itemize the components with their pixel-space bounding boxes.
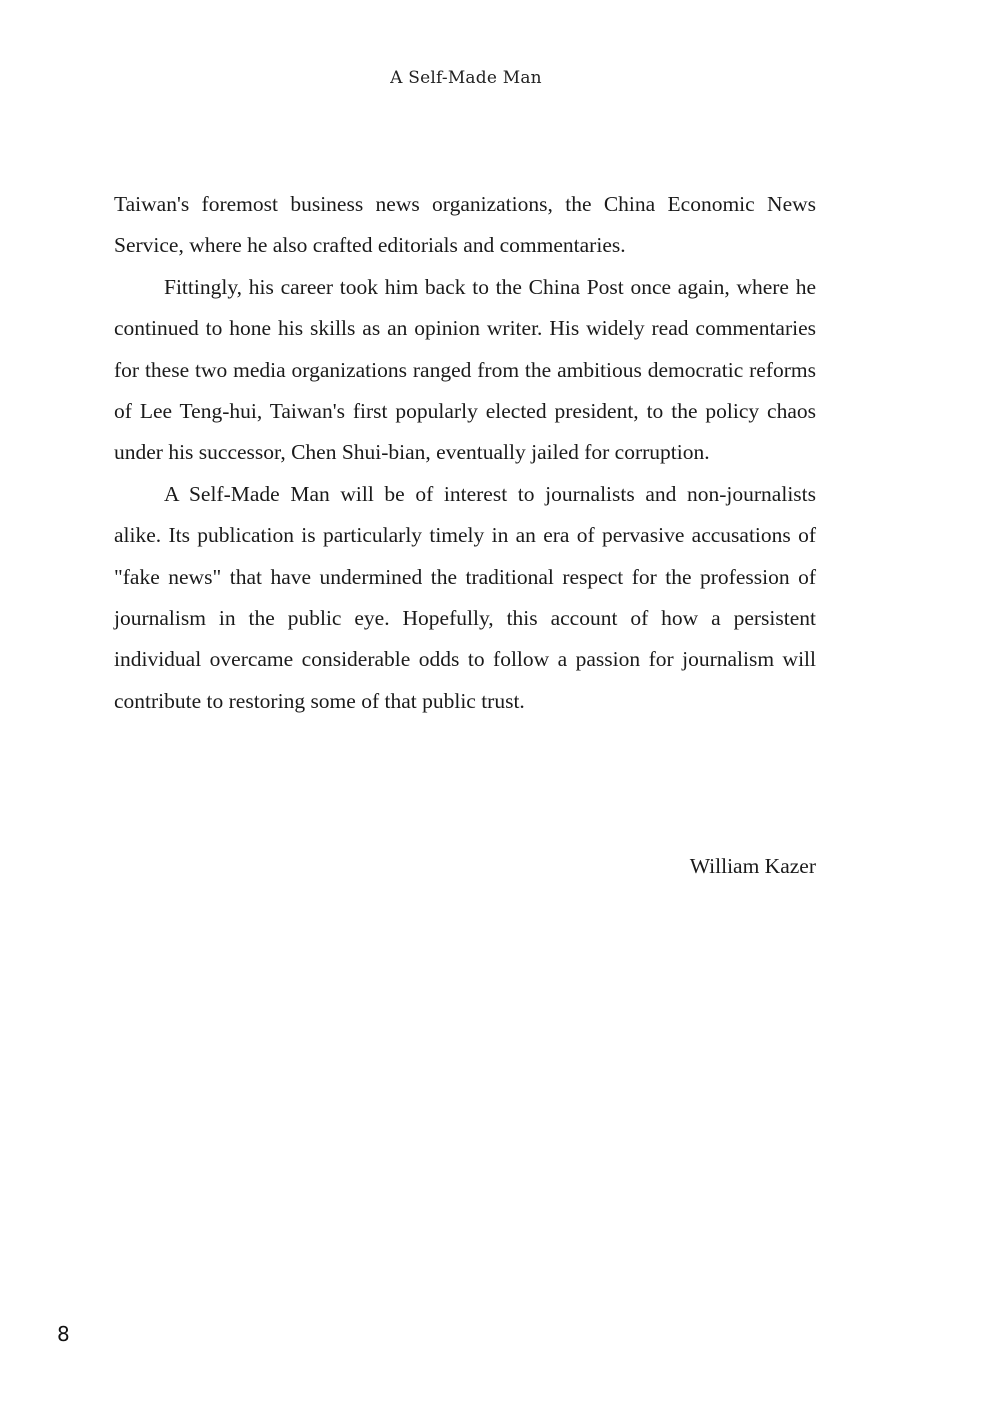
author-signature: William Kazer [689,854,816,878]
running-header: A Self-Made Man [390,68,542,88]
paragraph-continuation: Taiwan's foremost business news organizations, the China Economic News Service, where he also crafted editorials and commentaries. [114,192,816,258]
paragraph-interest: A Self-Made Man will be of interest to journalists and non-journalists alike. Its publication is particularly timely in an era of pervasive accusations of "fake news" that have undermined the traditional respect for the profession of journalism in the public eye. Hopefully, this account of how a persistent individual overcame considerable odds to follow a passion for journalism will contribute to restoring some of that public trust. [114,481,816,713]
page-number: 8 [57,1322,70,1346]
body-text [114,184,816,722]
paragraph-career: Fittingly, his career took him back to the China Post once again, where he continued to hone his skills as an opinion writer. His widely read commentaries for these two media organizations ranged from the ambitious democratic reforms of Lee Teng-hui, Taiwan's first popularly elected president, to the policy chaos under his successor, Chen Shui-bian, eventually jailed for corruption. [114,274,816,465]
